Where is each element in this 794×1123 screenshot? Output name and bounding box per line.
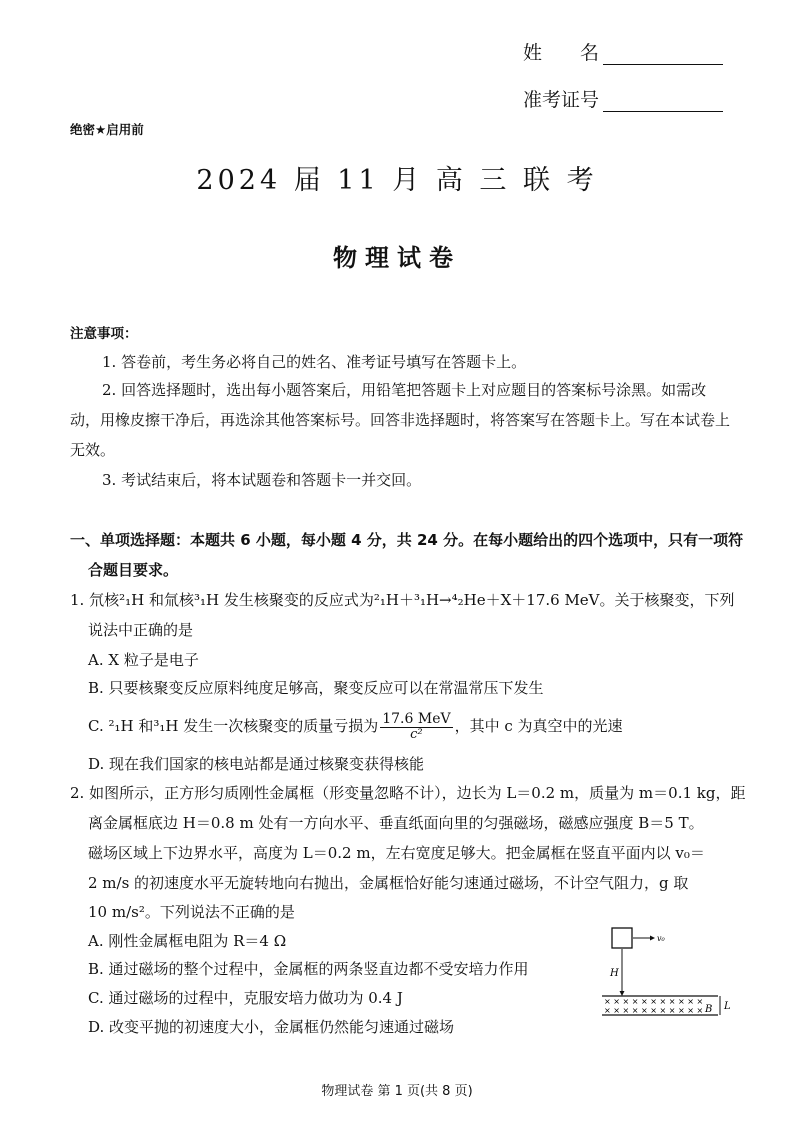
q2-stem-line5: 10 m/s²。下列说法不正确的是 bbox=[88, 903, 295, 921]
page-footer: 物理试卷 第 1 页(共 8 页) bbox=[321, 1084, 473, 1099]
note-item-2-line2: 动，用橡皮擦干净后，再选涂其他答案标号。回答非选择题时，将答案写在答题卡上。写在本试卷上 bbox=[70, 411, 731, 429]
q2-stem-line2: 离金属框底边 H＝0.8 m 处有一方向水平、垂直纸面向里的匀强磁场，磁感应强度 B＝5 T。 bbox=[88, 814, 704, 832]
q1-stem-line2: 说法中正确的是 bbox=[88, 621, 194, 639]
B-label: B bbox=[705, 1004, 713, 1015]
name-label: 姓 名 bbox=[523, 42, 600, 64]
secret-label: 绝密★启用前 bbox=[70, 122, 144, 137]
q2-option-a: A. 刚性金属框电阻为 R＝4 Ω bbox=[88, 932, 287, 950]
q2-figure bbox=[600, 925, 740, 1025]
name-blank-line bbox=[603, 44, 723, 65]
q2-stem-line3: 磁场区域上下边界水平，高度为 L＝0.2 m，左右宽度足够大。把金属框在竖直平面内以 v₀＝ bbox=[88, 844, 705, 862]
notes-title: 注意事项： bbox=[70, 326, 138, 342]
q1-option-c-suffix: ，其中 c 为真空中的光速 bbox=[454, 717, 623, 735]
field-marks-row1: × × × × × × × × × × × bbox=[604, 997, 704, 1006]
q1-option-a: A. X 粒子是电子 bbox=[88, 651, 199, 669]
q2-option-b: B. 通过磁场的整个过程中，金属框的两条竖直边都不受安培力作用 bbox=[88, 960, 529, 978]
v0-label: v₀ bbox=[657, 934, 665, 943]
L-label: L bbox=[724, 1001, 731, 1012]
name-field bbox=[523, 38, 723, 65]
section1-heading-line1: 一、单项选择题：本题共 6 小题，每小题 4 分，共 24 分。在每小题给出的四个选项中，只有一项符 bbox=[70, 531, 744, 549]
height-arrowhead bbox=[620, 991, 625, 996]
H-label: H bbox=[610, 968, 619, 979]
exam-id-label: 准考证号 bbox=[523, 89, 600, 111]
note-item-2-line3: 无效。 bbox=[70, 441, 116, 459]
q1-stem-line1: 1. 氘核²₁H 和氚核³₁H 发生核聚变的反应式为²₁H＋³₁H→⁴₂He＋X＋17.6 MeV。关于核聚变，下列 bbox=[70, 591, 735, 609]
metal-frame bbox=[612, 928, 632, 948]
q1-option-b: B. 只要核聚变反应原料纯度足够高，聚变反应可以在常温常压下发生 bbox=[88, 679, 544, 697]
note-item-3: 3. 考试结束后，将本试题卷和答题卡一并交回。 bbox=[102, 471, 422, 489]
q2-option-d: D. 改变平抛的初速度大小，金属框仍然能匀速通过磁场 bbox=[88, 1018, 455, 1036]
fraction-numerator: 17.6 MeV bbox=[382, 711, 451, 727]
q2-option-c: C. 通过磁场的过程中，克服安培力做功为 0.4 J bbox=[88, 989, 403, 1007]
subject-title: 物理试卷 bbox=[333, 244, 461, 272]
note-item-1: 1. 答卷前，考生务必将自己的姓名、准考证号填写在答题卡上。 bbox=[102, 353, 527, 371]
q2-stem-line4: 2 m/s 的初速度水平无旋转地向右抛出，金属框恰好能匀速通过磁场，不计空气阻力，g 取 bbox=[88, 874, 689, 892]
q1-option-c-prefix: C. ²₁H 和³₁H 发生一次核聚变的质量亏损为 bbox=[88, 717, 379, 735]
fraction-denominator: c² bbox=[410, 727, 423, 742]
q1-option-c bbox=[88, 710, 623, 742]
section1-heading-line2: 合题目要求。 bbox=[88, 561, 179, 579]
note-item-2-line1: 2. 回答选择题时，选出每小题答案后，用铅笔把答题卡上对应题目的答案标号涂黑。如需改 bbox=[102, 381, 707, 399]
q2-stem-line1: 2. 如图所示，正方形匀质刚性金属框（形变量忽略不计），边长为 L＝0.2 m，质量为 m＝0.1 kg，距 bbox=[70, 784, 746, 802]
q1-option-d: D. 现在我们国家的核电站都是通过核聚变获得核能 bbox=[88, 755, 425, 773]
velocity-arrowhead bbox=[650, 936, 655, 941]
exam-title: 2024 届 11 月 高 三 联 考 bbox=[196, 165, 598, 196]
field-marks-row2: × × × × × × × × × × × bbox=[604, 1006, 704, 1015]
exam-id-field bbox=[523, 85, 723, 112]
exam-id-blank-line bbox=[603, 91, 723, 112]
mass-defect-fraction bbox=[380, 712, 452, 742]
